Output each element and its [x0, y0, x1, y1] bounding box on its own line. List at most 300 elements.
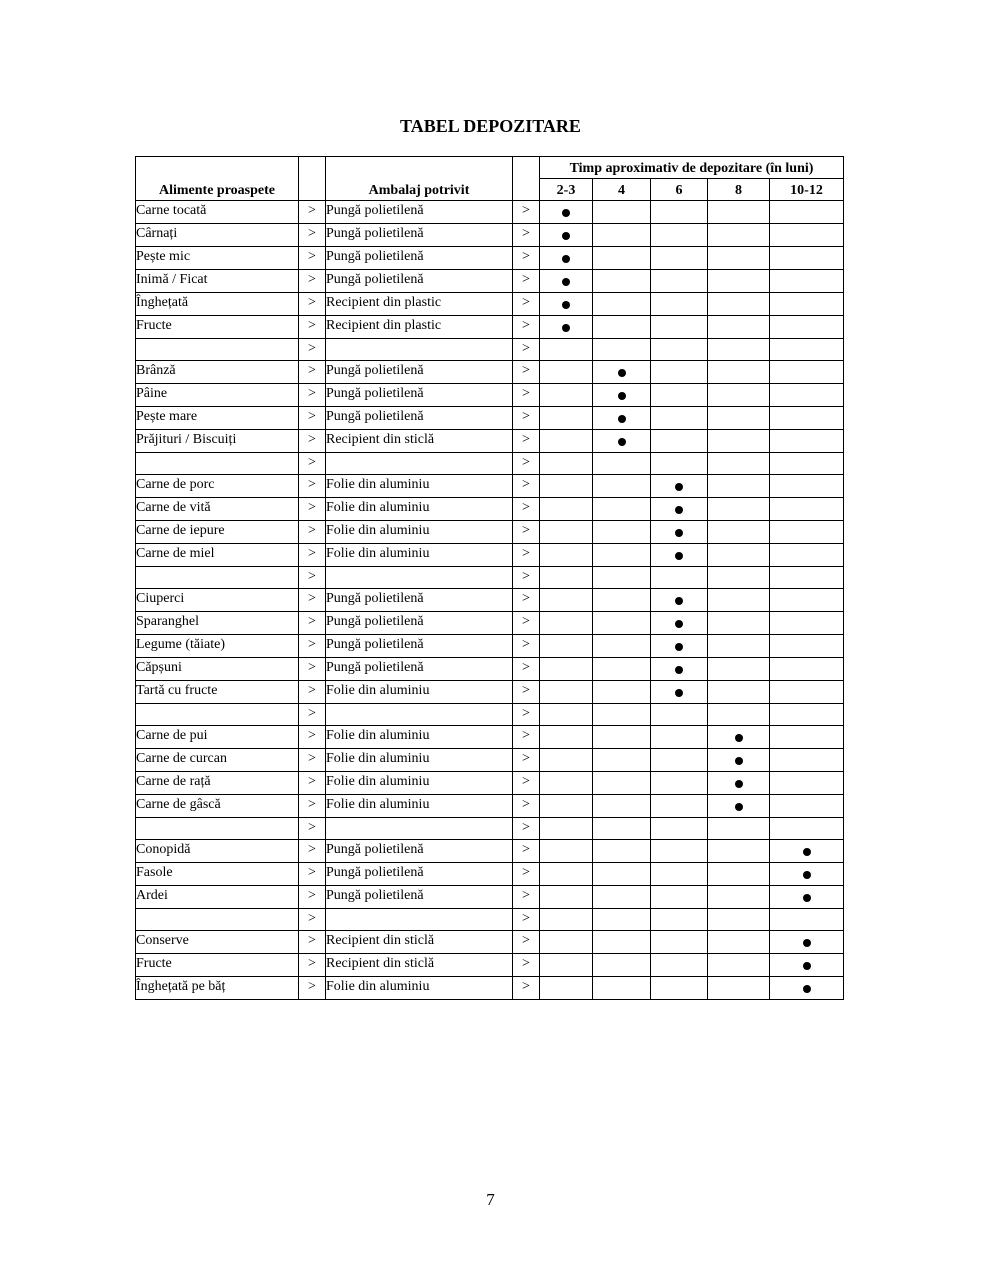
month-cell: [593, 749, 651, 772]
storage-marker-dot: [675, 597, 683, 605]
month-cell: [540, 795, 593, 818]
storage-marker-dot: [618, 438, 626, 446]
arrow-cell: >: [513, 772, 540, 795]
month-cell: [593, 704, 651, 726]
table-row: [136, 293, 844, 316]
month-cell: [708, 954, 770, 977]
arrow-cell: >: [513, 567, 540, 589]
month-cell: [593, 224, 651, 247]
storage-marker-dot: [803, 985, 811, 993]
month-cell: [651, 772, 708, 795]
month-cell: [540, 612, 593, 635]
storage-marker-dot: [675, 506, 683, 514]
arrow-cell: >: [299, 886, 326, 909]
month-cell: [593, 247, 651, 270]
arrow-cell: >: [299, 270, 326, 293]
food-cell: Inimă / Ficat: [136, 270, 299, 293]
arrow-cell: >: [299, 247, 326, 270]
arrow-cell: >: [513, 270, 540, 293]
month-cell: [593, 453, 651, 475]
month-cell: [770, 704, 844, 726]
month-cell: [593, 863, 651, 886]
food-cell: [136, 909, 299, 931]
month-cell: [651, 475, 708, 498]
table-row: [136, 931, 844, 954]
month-cell: [651, 635, 708, 658]
food-cell: [136, 453, 299, 475]
month-cell: [651, 498, 708, 521]
month-cell: [708, 498, 770, 521]
food-cell: [136, 704, 299, 726]
month-cell: [651, 612, 708, 635]
storage-marker-dot: [562, 232, 570, 240]
packaging-cell: Pungă polietilenă: [326, 863, 513, 886]
table-row: [136, 544, 844, 567]
packaging-cell: Pungă polietilenă: [326, 840, 513, 863]
arrow-cell: >: [299, 840, 326, 863]
packaging-cell: Folie din aluminiu: [326, 795, 513, 818]
month-cell: [540, 704, 593, 726]
month-cell: [708, 658, 770, 681]
packaging-cell: Pungă polietilenă: [326, 886, 513, 909]
packaging-cell: Folie din aluminiu: [326, 521, 513, 544]
table-row: [136, 316, 844, 339]
arrow-cell: >: [299, 749, 326, 772]
packaging-cell: Folie din aluminiu: [326, 498, 513, 521]
month-cell: [770, 726, 844, 749]
food-cell: Legume (tăiate): [136, 635, 299, 658]
food-cell: [136, 339, 299, 361]
storage-marker-dot: [803, 894, 811, 902]
arrow-cell: >: [299, 726, 326, 749]
packaging-cell: [326, 453, 513, 475]
table-row: [136, 224, 844, 247]
packaging-cell: Recipient din plastic: [326, 293, 513, 316]
month-cell: [593, 954, 651, 977]
month-cell: [593, 658, 651, 681]
month-cell: [540, 749, 593, 772]
month-cell: [540, 635, 593, 658]
table-row: [136, 430, 844, 453]
table-row: [136, 612, 844, 635]
table-row: [136, 567, 844, 589]
month-cell: [770, 795, 844, 818]
arrow-cell: >: [513, 316, 540, 339]
arrow-cell: >: [513, 749, 540, 772]
month-cell: [593, 339, 651, 361]
table-row: [136, 749, 844, 772]
arrow-cell: >: [299, 453, 326, 475]
storage-marker-dot: [675, 483, 683, 491]
packaging-cell: Folie din aluminiu: [326, 544, 513, 567]
storage-marker-dot: [735, 757, 743, 765]
arrow-cell: >: [513, 931, 540, 954]
packaging-cell: [326, 818, 513, 840]
arrow-cell: >: [513, 840, 540, 863]
table-row: [136, 909, 844, 931]
table-row: [136, 270, 844, 293]
month-cell: [593, 589, 651, 612]
month-cell: [593, 316, 651, 339]
arrow-cell: >: [299, 612, 326, 635]
month-cell: [593, 909, 651, 931]
food-cell: Pește mare: [136, 407, 299, 430]
table-row: [136, 726, 844, 749]
header-month: 6: [651, 179, 708, 201]
month-cell: [708, 840, 770, 863]
table-header: [136, 157, 844, 201]
food-cell: Carne de gâscă: [136, 795, 299, 818]
arrow-cell: >: [513, 201, 540, 224]
food-cell: [136, 567, 299, 589]
arrow-cell: >: [513, 224, 540, 247]
table-row: [136, 704, 844, 726]
month-cell: [651, 658, 708, 681]
month-cell: [540, 521, 593, 544]
month-cell: [651, 704, 708, 726]
month-cell: [770, 977, 844, 1000]
month-cell: [540, 339, 593, 361]
month-cell: [593, 886, 651, 909]
month-cell: [593, 818, 651, 840]
month-cell: [540, 658, 593, 681]
month-cell: [770, 954, 844, 977]
packaging-cell: Recipient din sticlă: [326, 931, 513, 954]
arrow-cell: >: [513, 977, 540, 1000]
month-cell: [540, 589, 593, 612]
arrow-cell: >: [299, 224, 326, 247]
month-cell: [593, 361, 651, 384]
month-cell: [770, 681, 844, 704]
month-cell: [708, 475, 770, 498]
header-spacer: [513, 157, 540, 201]
month-cell: [770, 612, 844, 635]
arrow-cell: >: [513, 909, 540, 931]
table-row: [136, 886, 844, 909]
month-cell: [593, 201, 651, 224]
month-cell: [708, 863, 770, 886]
month-cell: [770, 201, 844, 224]
food-cell: Fructe: [136, 316, 299, 339]
table-row: [136, 772, 844, 795]
food-cell: Ardei: [136, 886, 299, 909]
food-cell: Carne de vită: [136, 498, 299, 521]
packaging-cell: Folie din aluminiu: [326, 726, 513, 749]
table-row: [136, 521, 844, 544]
month-cell: [708, 224, 770, 247]
food-cell: [136, 818, 299, 840]
month-cell: [708, 726, 770, 749]
arrow-cell: >: [513, 247, 540, 270]
month-cell: [593, 795, 651, 818]
month-cell: [770, 749, 844, 772]
storage-marker-dot: [803, 962, 811, 970]
month-cell: [708, 339, 770, 361]
packaging-cell: Pungă polietilenă: [326, 658, 513, 681]
food-cell: Carne de miel: [136, 544, 299, 567]
packaging-cell: Folie din aluminiu: [326, 772, 513, 795]
month-cell: [770, 270, 844, 293]
month-cell: [770, 339, 844, 361]
month-cell: [770, 840, 844, 863]
month-cell: [770, 931, 844, 954]
month-cell: [770, 567, 844, 589]
table-row: [136, 681, 844, 704]
month-cell: [770, 293, 844, 316]
arrow-cell: >: [299, 498, 326, 521]
packaging-cell: Folie din aluminiu: [326, 681, 513, 704]
arrow-cell: >: [299, 430, 326, 453]
month-cell: [651, 339, 708, 361]
month-cell: [708, 612, 770, 635]
food-cell: Căpșuni: [136, 658, 299, 681]
month-cell: [593, 612, 651, 635]
arrow-cell: >: [299, 931, 326, 954]
table-row: [136, 635, 844, 658]
month-cell: [651, 886, 708, 909]
arrow-cell: >: [513, 407, 540, 430]
arrow-cell: >: [513, 453, 540, 475]
arrow-cell: >: [299, 681, 326, 704]
arrow-cell: >: [513, 430, 540, 453]
month-cell: [708, 772, 770, 795]
month-cell: [593, 977, 651, 1000]
month-cell: [593, 726, 651, 749]
storage-marker-dot: [675, 620, 683, 628]
arrow-cell: >: [513, 475, 540, 498]
month-cell: [651, 270, 708, 293]
packaging-cell: [326, 567, 513, 589]
month-cell: [593, 772, 651, 795]
food-cell: Carne de rață: [136, 772, 299, 795]
storage-table: [135, 156, 844, 1000]
header-month: 4: [593, 179, 651, 201]
month-cell: [651, 407, 708, 430]
storage-marker-dot: [675, 666, 683, 674]
arrow-cell: >: [299, 795, 326, 818]
food-cell: Carne tocată: [136, 201, 299, 224]
month-cell: [770, 430, 844, 453]
storage-marker-dot: [803, 871, 811, 879]
storage-marker-dot: [675, 529, 683, 537]
storage-marker-dot: [618, 369, 626, 377]
arrow-cell: >: [299, 384, 326, 407]
arrow-cell: >: [513, 498, 540, 521]
page-title: TABEL DEPOZITARE: [400, 116, 581, 136]
packaging-cell: Pungă polietilenă: [326, 270, 513, 293]
storage-marker-dot: [803, 939, 811, 947]
food-cell: Prăjituri / Biscuiți: [136, 430, 299, 453]
month-cell: [770, 909, 844, 931]
month-cell: [540, 361, 593, 384]
storage-marker-dot: [803, 848, 811, 856]
month-cell: [770, 589, 844, 612]
arrow-cell: >: [299, 339, 326, 361]
month-cell: [708, 931, 770, 954]
month-cell: [593, 931, 651, 954]
month-cell: [540, 453, 593, 475]
table-body: [136, 201, 844, 1000]
arrow-cell: >: [513, 589, 540, 612]
packaging-cell: Folie din aluminiu: [326, 749, 513, 772]
month-cell: [593, 544, 651, 567]
month-cell: [540, 886, 593, 909]
month-cell: [708, 430, 770, 453]
month-cell: [593, 681, 651, 704]
packaging-cell: Pungă polietilenă: [326, 407, 513, 430]
arrow-cell: >: [513, 886, 540, 909]
month-cell: [593, 293, 651, 316]
table-row: [136, 977, 844, 1000]
table-row: [136, 407, 844, 430]
month-cell: [651, 316, 708, 339]
arrow-cell: >: [513, 658, 540, 681]
storage-marker-dot: [562, 255, 570, 263]
packaging-cell: Pungă polietilenă: [326, 384, 513, 407]
arrow-cell: >: [299, 863, 326, 886]
month-cell: [708, 316, 770, 339]
month-cell: [770, 635, 844, 658]
month-cell: [708, 521, 770, 544]
table-row: [136, 589, 844, 612]
month-cell: [651, 726, 708, 749]
month-cell: [651, 681, 708, 704]
month-cell: [540, 316, 593, 339]
arrow-cell: >: [513, 704, 540, 726]
month-cell: [770, 521, 844, 544]
table-row: [136, 361, 844, 384]
month-cell: [540, 475, 593, 498]
month-cell: [651, 931, 708, 954]
arrow-cell: >: [299, 544, 326, 567]
month-cell: [651, 544, 708, 567]
month-cell: [540, 567, 593, 589]
packaging-cell: Recipient din sticlă: [326, 954, 513, 977]
packaging-cell: Folie din aluminiu: [326, 475, 513, 498]
arrow-cell: >: [299, 475, 326, 498]
arrow-cell: >: [513, 361, 540, 384]
packaging-cell: Recipient din sticlă: [326, 430, 513, 453]
arrow-cell: >: [513, 954, 540, 977]
table-row: [136, 247, 844, 270]
month-cell: [540, 726, 593, 749]
arrow-cell: >: [299, 704, 326, 726]
storage-marker-dot: [735, 780, 743, 788]
arrow-cell: >: [299, 316, 326, 339]
month-cell: [540, 384, 593, 407]
month-cell: [540, 977, 593, 1000]
storage-marker-dot: [735, 803, 743, 811]
arrow-cell: >: [513, 521, 540, 544]
month-cell: [770, 224, 844, 247]
month-cell: [651, 384, 708, 407]
month-cell: [593, 407, 651, 430]
arrow-cell: >: [513, 384, 540, 407]
food-cell: Conserve: [136, 931, 299, 954]
month-cell: [651, 749, 708, 772]
food-cell: Carne de porc: [136, 475, 299, 498]
month-cell: [708, 635, 770, 658]
arrow-cell: >: [299, 201, 326, 224]
storage-marker-dot: [618, 392, 626, 400]
month-cell: [651, 201, 708, 224]
table-row: [136, 475, 844, 498]
month-cell: [651, 224, 708, 247]
month-cell: [540, 201, 593, 224]
month-cell: [540, 247, 593, 270]
month-cell: [651, 954, 708, 977]
month-cell: [708, 247, 770, 270]
arrow-cell: >: [299, 293, 326, 316]
packaging-cell: Pungă polietilenă: [326, 612, 513, 635]
month-cell: [651, 840, 708, 863]
food-cell: Sparanghel: [136, 612, 299, 635]
month-cell: [708, 361, 770, 384]
month-cell: [708, 589, 770, 612]
month-cell: [708, 818, 770, 840]
storage-marker-dot: [675, 552, 683, 560]
month-cell: [708, 749, 770, 772]
storage-marker-dot: [562, 209, 570, 217]
table-row: [136, 339, 844, 361]
month-cell: [651, 909, 708, 931]
arrow-cell: >: [513, 681, 540, 704]
month-cell: [708, 384, 770, 407]
storage-marker-dot: [562, 324, 570, 332]
header-food: Alimente proaspete: [136, 157, 299, 201]
month-cell: [540, 430, 593, 453]
month-cell: [540, 954, 593, 977]
storage-marker-dot: [675, 643, 683, 651]
month-cell: [651, 453, 708, 475]
month-cell: [770, 407, 844, 430]
month-cell: [770, 498, 844, 521]
month-cell: [770, 384, 844, 407]
month-cell: [593, 567, 651, 589]
month-cell: [593, 635, 651, 658]
packaging-cell: Pungă polietilenă: [326, 589, 513, 612]
arrow-cell: >: [513, 635, 540, 658]
month-cell: [708, 795, 770, 818]
food-cell: Tartă cu fructe: [136, 681, 299, 704]
month-cell: [770, 544, 844, 567]
food-cell: Cârnați: [136, 224, 299, 247]
storage-marker-dot: [675, 689, 683, 697]
header-spacer: [299, 157, 326, 201]
packaging-cell: Pungă polietilenă: [326, 224, 513, 247]
packaging-cell: Pungă polietilenă: [326, 247, 513, 270]
month-cell: [770, 361, 844, 384]
month-cell: [770, 886, 844, 909]
month-cell: [770, 453, 844, 475]
food-cell: Carne de iepure: [136, 521, 299, 544]
arrow-cell: >: [299, 954, 326, 977]
arrow-cell: >: [299, 977, 326, 1000]
packaging-cell: Folie din aluminiu: [326, 977, 513, 1000]
month-cell: [770, 247, 844, 270]
month-cell: [593, 384, 651, 407]
packaging-cell: Pungă polietilenă: [326, 635, 513, 658]
header-month: 2-3: [540, 179, 593, 201]
month-cell: [770, 658, 844, 681]
storage-marker-dot: [618, 415, 626, 423]
food-cell: Fasole: [136, 863, 299, 886]
header-storage-time: Timp aproximativ de depozitare (în luni): [540, 157, 844, 179]
table-row: [136, 795, 844, 818]
table-row: [136, 954, 844, 977]
month-cell: [708, 293, 770, 316]
storage-marker-dot: [562, 278, 570, 286]
